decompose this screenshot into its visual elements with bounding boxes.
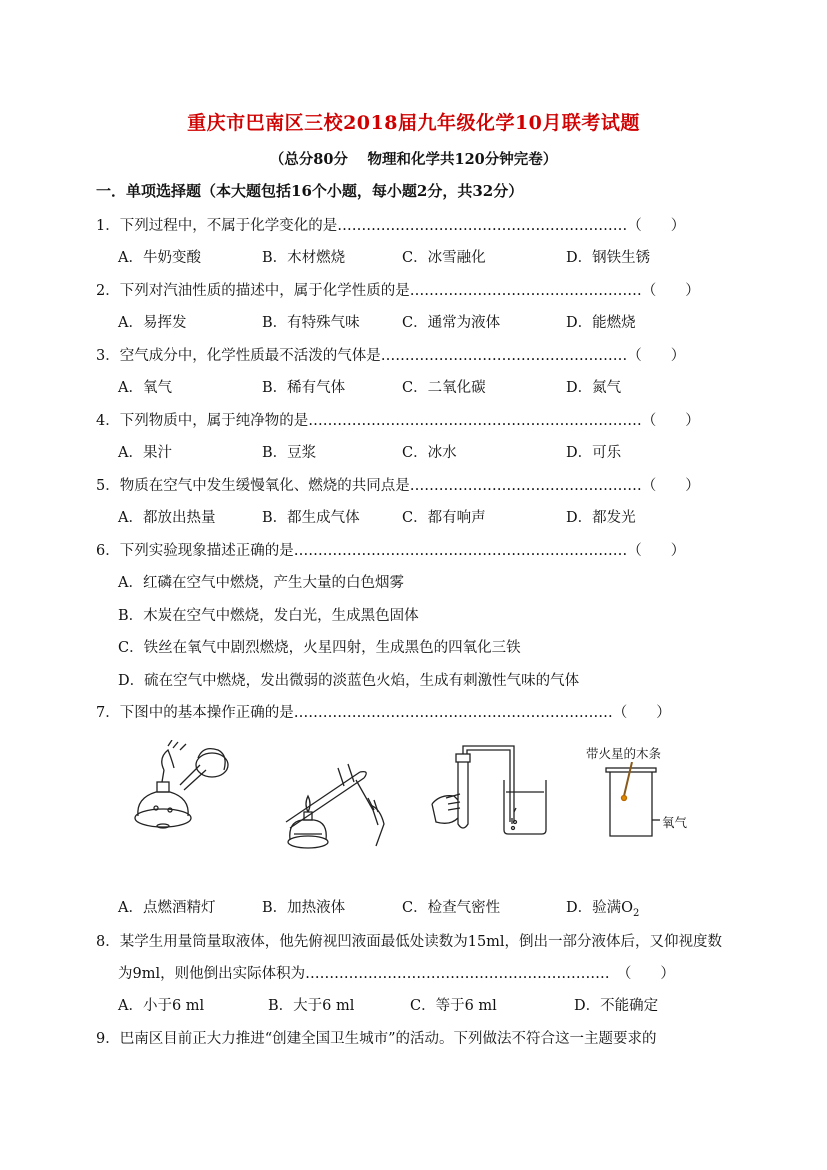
question-8-stem-line-1: 8．某学生用量筒量取液体，他先俯视凹液面最低处读数为15ml，倒出一部分液体后，又仰视度数: [96, 934, 723, 950]
page-title: 重庆市巴南区三校2018届九年级化学10月联考试题: [187, 112, 640, 134]
question-5-stem: 5．物质在空气中发生缓慢氧化、燃烧的共同点是…………………………………………（ ）: [96, 478, 700, 494]
question-3-stem: 3．空气成分中，化学性质最不活泼的气体是……………………………………………（ ）: [96, 348, 686, 364]
question-1-option-c: C．冰雪融化: [402, 250, 486, 266]
question-8-option-d: D．不能确定: [574, 998, 659, 1014]
page-subtitle: （总分80分 物理和化学共120分钟完卷）: [269, 151, 558, 168]
question-8-stem-line-2: 为9ml，则他倒出实际体积为……………………………………………………… （ ）: [118, 966, 675, 982]
question-9-stem: 9．巴南区目前正大力推进“创建全国卫生城市”的活动。下列做法不符合这一主题要求的: [96, 1031, 657, 1047]
question-3-option-d: D．氮气: [566, 380, 622, 396]
question-3-option-b: B．稀有气体: [262, 380, 346, 396]
question-6-option-d: D．硫在空气中燃烧，发出微弱的淡蓝色火焰，生成有刺激性气味的气体: [118, 673, 580, 689]
question-8-option-a: A．小于6 ml: [118, 998, 205, 1014]
question-6-option-c: C．铁丝在氧气中剧烈燃烧，火星四射，生成黑色的四氧化三铁: [118, 640, 521, 656]
question-2-option-c: C．通常为液体: [402, 315, 501, 331]
question-2-option-b: B．有特殊气味: [262, 315, 360, 331]
question-3-option-c: C．二氧化碳: [402, 380, 486, 396]
question-7-option-a: A．点燃酒精灯: [118, 900, 216, 916]
question-7-option-d-text: D．验满O: [566, 900, 634, 916]
question-5-option-c: C．都有响声: [402, 510, 486, 526]
question-2-option-d: D．能燃烧: [566, 315, 636, 331]
question-1-option-b: B．木材燃烧: [262, 250, 346, 266]
question-5-option-a: A．都放出热量: [118, 510, 216, 526]
question-8-option-c: C．等于6 ml: [410, 998, 497, 1014]
question-7-stem: 7．下图中的基本操作正确的是…………………………………………………………（ ）: [96, 705, 671, 721]
question-4-option-d: D．可乐: [566, 445, 622, 461]
question-2-stem: 2．下列对汽油性质的描述中，属于化学性质的是…………………………………………（ ）: [96, 283, 700, 299]
question-2-option-a: A．易挥发: [118, 315, 187, 331]
question-3-option-a: A．氧气: [118, 380, 172, 396]
question-7-option-c: C．检查气密性: [402, 900, 501, 916]
figure-alcohol-lamp-ignition: [128, 740, 238, 835]
figure-label-oxygen: 氧气: [662, 815, 688, 830]
figure-gas-tightness-check: [426, 742, 566, 842]
question-4-option-a: A．果汁: [118, 445, 172, 461]
question-5-option-b: B．都生成气体: [262, 510, 360, 526]
question-6-option-b: B．木炭在空气中燃烧，发白光，生成黑色固体: [118, 608, 419, 624]
figure-label-glowing-splint: 带火星的木条: [586, 746, 662, 761]
question-1-option-a: A．牛奶变酸: [118, 250, 201, 266]
question-1-stem: 1．下列过程中，不属于化学变化的是……………………………………………………（ ）: [96, 218, 686, 234]
question-4-stem: 4．下列物质中，属于纯净物的是……………………………………………………………（ ）: [96, 413, 700, 429]
question-5-option-d: D．都发光: [566, 510, 636, 526]
question-7-option-d: [566, 896, 639, 919]
question-8-option-b: B．大于6 ml: [268, 998, 355, 1014]
question-6-stem: 6．下列实验现象描述正确的是……………………………………………………………（ ）: [96, 543, 686, 559]
section-heading: 一．单项选择题（本大题包括16个小题，每小题2分，共32分）: [96, 182, 524, 200]
question-6-option-a: A．红磷在空气中燃烧，产生大量的白色烟雾: [118, 575, 404, 591]
figure-heating-liquid: [278, 750, 388, 855]
question-4-option-c: C．冰水: [402, 445, 457, 461]
question-1-option-d: D．钢铁生锈: [566, 250, 651, 266]
question-7-option-d-subscript: 2: [633, 907, 640, 919]
question-4-option-b: B．豆浆: [262, 445, 317, 461]
question-7-option-b: B．加热液体: [262, 900, 346, 916]
